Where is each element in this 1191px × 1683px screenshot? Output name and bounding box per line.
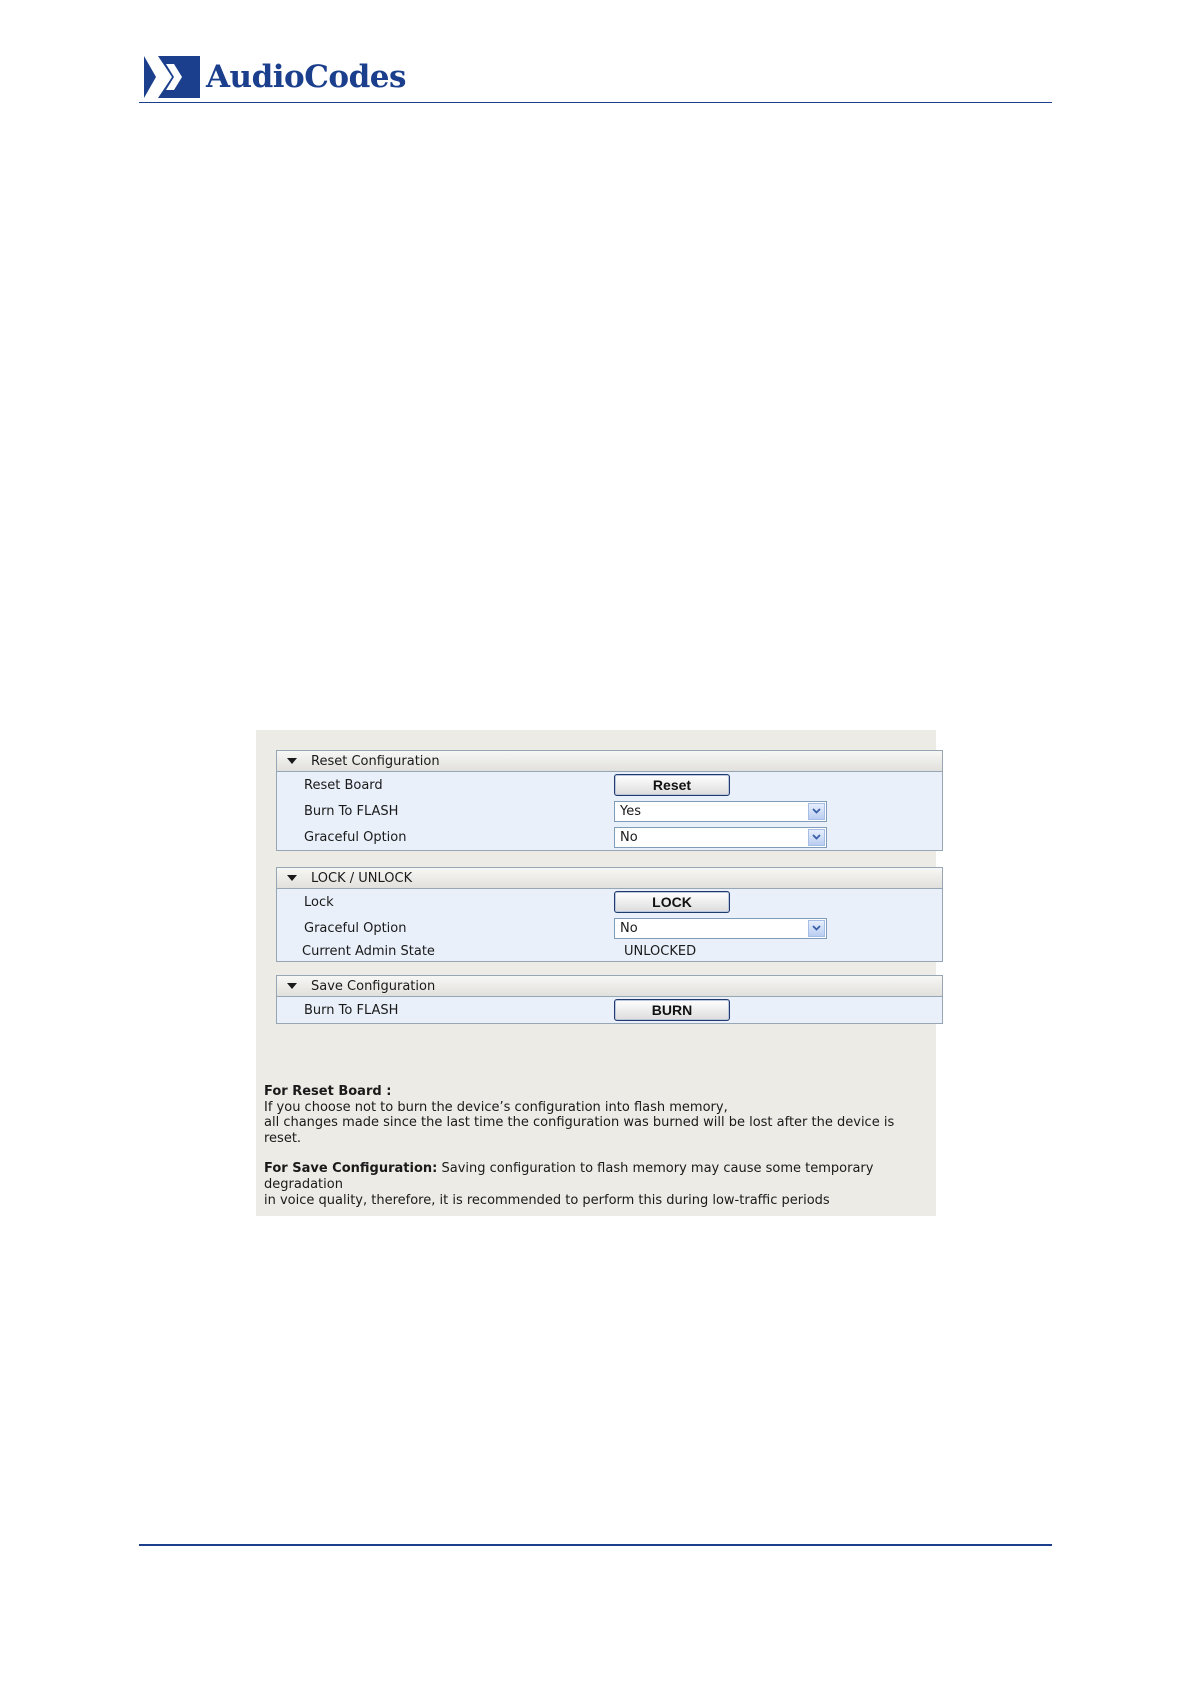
save-note-line: degradation [264, 1176, 343, 1192]
reset-note-line: reset. [264, 1130, 302, 1146]
admin-state-label: Current Admin State [302, 943, 435, 959]
collapse-triangle-icon[interactable] [287, 758, 297, 764]
chevron-down-icon[interactable] [808, 829, 825, 846]
reset-board-label: Reset Board [304, 777, 383, 793]
reset-note-line: all changes made since the last time the configuration was burned will be lost after the device is [264, 1115, 895, 1131]
burn-to-flash-value: Yes [620, 803, 641, 819]
reset-button[interactable]: Reset [614, 774, 730, 796]
section-title: LOCK / UNLOCK [311, 870, 413, 886]
burn-to-flash-select[interactable] [614, 801, 827, 822]
maintenance-actions-panel [256, 730, 936, 1216]
logo-text: AudioCodes [206, 59, 406, 95]
admin-state-row [277, 941, 942, 961]
burn-to-flash-row [277, 997, 942, 1023]
admin-state-value: UNLOCKED [624, 943, 697, 959]
collapse-triangle-icon[interactable] [287, 983, 297, 989]
burn-to-flash-label: Burn To FLASH [304, 803, 399, 819]
audiocodes-logo [144, 56, 406, 98]
graceful-option-row [277, 824, 942, 850]
save-configuration-section [276, 975, 943, 1024]
header-rule [139, 102, 1052, 103]
graceful-option-row [277, 915, 942, 941]
save-note-line: in voice quality, therefore, it is recommended to perform this during low-traffic periods [264, 1192, 830, 1208]
graceful-option-select[interactable] [614, 918, 827, 939]
reset-note-line: If you choose not to burn the device’s configuration into flash memory, [264, 1099, 728, 1115]
graceful-option-label: Graceful Option [304, 920, 407, 936]
reset-board-row [277, 772, 942, 798]
lock-label: Lock [304, 894, 334, 910]
lock-row [277, 889, 942, 915]
lock-unlock-header[interactable] [277, 868, 942, 889]
footer-rule [139, 1544, 1052, 1546]
burn-button[interactable]: BURN [614, 999, 730, 1021]
save-note-line: Saving configuration to flash memory may cause some temporary [437, 1161, 874, 1177]
reset-note-heading: For Reset Board : [264, 1084, 392, 1099]
lock-unlock-section [276, 867, 943, 962]
chevron-down-icon[interactable] [808, 803, 825, 820]
save-configuration-header[interactable] [277, 976, 942, 997]
burn-to-flash-label: Burn To FLASH [304, 1002, 399, 1018]
reset-configuration-header[interactable] [277, 751, 942, 772]
section-title: Reset Configuration [311, 753, 440, 769]
save-note-heading: For Save Configuration: [264, 1161, 438, 1177]
reset-configuration-section [276, 750, 943, 851]
chevron-down-icon[interactable] [808, 920, 825, 937]
lock-button[interactable]: LOCK [614, 891, 730, 913]
collapse-triangle-icon[interactable] [287, 875, 297, 881]
graceful-option-select[interactable] [614, 827, 827, 848]
graceful-option-label: Graceful Option [304, 829, 407, 845]
graceful-option-value: No [620, 920, 638, 936]
burn-to-flash-row [277, 798, 942, 824]
section-title: Save Configuration [311, 978, 436, 994]
notes-text [264, 1084, 929, 1208]
graceful-option-value: No [620, 829, 638, 845]
logo-mark-icon [144, 56, 200, 98]
